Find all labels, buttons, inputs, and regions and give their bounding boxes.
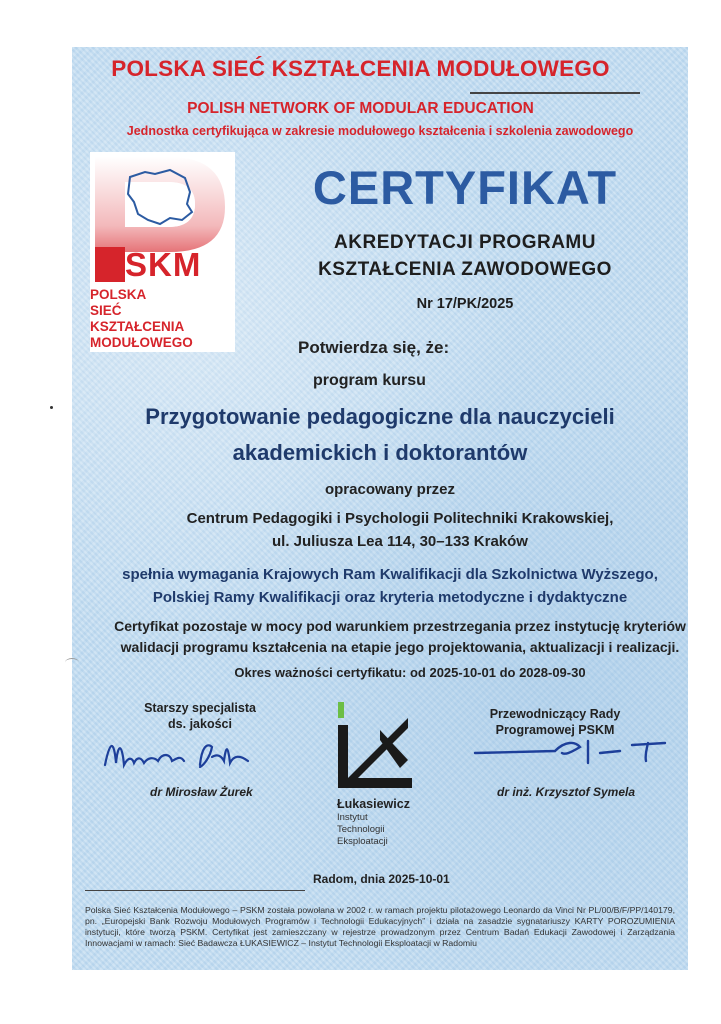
place-date: Radom, dnia 2025-10-01	[313, 872, 450, 886]
right-caption-line-2: Programowej PSKM	[495, 723, 615, 737]
course-title-2: akademickich i doktorantów	[232, 440, 528, 465]
lukasiewicz-line-2: Technologii	[337, 824, 385, 835]
logo-label-line: MODUŁOWEGO	[90, 335, 193, 350]
header-underline	[470, 92, 640, 94]
program-label: program kursu	[313, 372, 426, 389]
logo-label-line: POLSKA	[90, 287, 147, 302]
org-description: Jednostka certyfikująca w zakresie modułowego kształcenia i szkolenia zawodowego	[126, 124, 634, 138]
right-caption-line-1: Przewodniczący Rady	[489, 707, 621, 721]
certificate-subtitle-1: AKREDYTACJI PROGRAMU	[334, 232, 596, 253]
left-caption-line-1: Starszy specjalista	[144, 701, 256, 715]
institution-line-1: Centrum Pedagogiki i Psychologii Politechniki Krakowskiej,	[186, 510, 614, 527]
footnote-separator	[85, 890, 305, 891]
logo-label	[90, 287, 235, 351]
right-signatory-caption	[480, 706, 630, 738]
lukasiewicz-name: Łukasiewicz	[337, 797, 410, 811]
footnote: Polska Sieć Kształcenia Modułowego – PSKM została powołana w 2002 r. w ramach projektu pilotażowego Leonardo da Vinci Nr PL/00/B/F/PP/140179, pn. „Europejski Bank Rozwoju Modułowych Programów i Technologii Edukacyjnych” i działa na zasadzie sygnatariuszy KARTY POROZUMIENIA instytucji, które tworzą PSKM. Certyfikat jest zamieszczany w rejestrze prowadzonym przez Centrum Badań Edukacji Zawodowej i Zarządzania Innowacjami w ramach: Sieć Badawcza ŁUKASIEWICZ – Instytut Technologii Eksploatacji w Radomiu	[85, 905, 675, 948]
right-signatory-name: dr inż. Krzysztof Symela	[497, 785, 636, 799]
scan-speck	[50, 406, 53, 409]
logo-label-line: SIEĆ	[90, 303, 122, 318]
lukasiewicz-line-3: Eksploatacji	[337, 836, 388, 847]
org-name-pl: POLSKA SIEĆ KSZTAŁCENIA MODUŁOWEGO	[111, 56, 610, 81]
logo-skm-text: SKM	[125, 246, 202, 283]
course-title-1: Przygotowanie pedagogiczne dla nauczycieli	[145, 404, 615, 429]
certificate-number: Nr 17/PK/2025	[416, 296, 514, 312]
left-signature	[100, 735, 270, 780]
right-signature	[470, 735, 680, 770]
requirements-line-2: Polskiej Ramy Kwalifikacji oraz kryteria metodyczne i dydaktyczne	[152, 589, 628, 606]
left-signatory-caption	[125, 700, 275, 732]
org-name-en: POLISH NETWORK OF MODULAR EDUCATION	[187, 100, 534, 117]
prepared-by: opracowany przez	[324, 481, 456, 498]
left-caption-line-2: ds. jakości	[168, 717, 232, 731]
validity-condition-1: Certyfikat pozostaje w mocy pod warunkiem przestrzegania przez instytucję kryteriów	[114, 618, 686, 634]
logo-label-line: KSZTAŁCENIA	[90, 319, 185, 334]
validity-condition-2: walidacji programu kształcenia na etapie jego projektowania, aktualizacji i realizacji.	[120, 639, 680, 655]
lukasiewicz-subtitle	[337, 812, 388, 848]
lukasiewicz-line-1: Instytut	[337, 812, 368, 823]
requirements-line-1: spełnia wymagania Krajowych Ram Kwalifikacji dla Szkolnictwa Wyższego,	[122, 566, 658, 583]
certificate-subtitle-2: KSZTAŁCENIA ZAWODOWEGO	[318, 259, 612, 280]
lukasiewicz-logo	[330, 700, 420, 795]
left-signatory-name: dr Mirosław Żurek	[150, 785, 253, 799]
certificate-title: CERTYFIKAT	[312, 161, 618, 214]
scan-mark	[65, 658, 79, 667]
p-stem	[95, 247, 125, 282]
confirms-text: Potwierdza się, że:	[298, 338, 450, 357]
institution-line-2: ul. Juliusza Lea 114, 30–133 Kraków	[272, 533, 528, 550]
validity-period: Okres ważności certyfikatu: od 2025-10-01 do 2028-09-30	[234, 665, 586, 680]
